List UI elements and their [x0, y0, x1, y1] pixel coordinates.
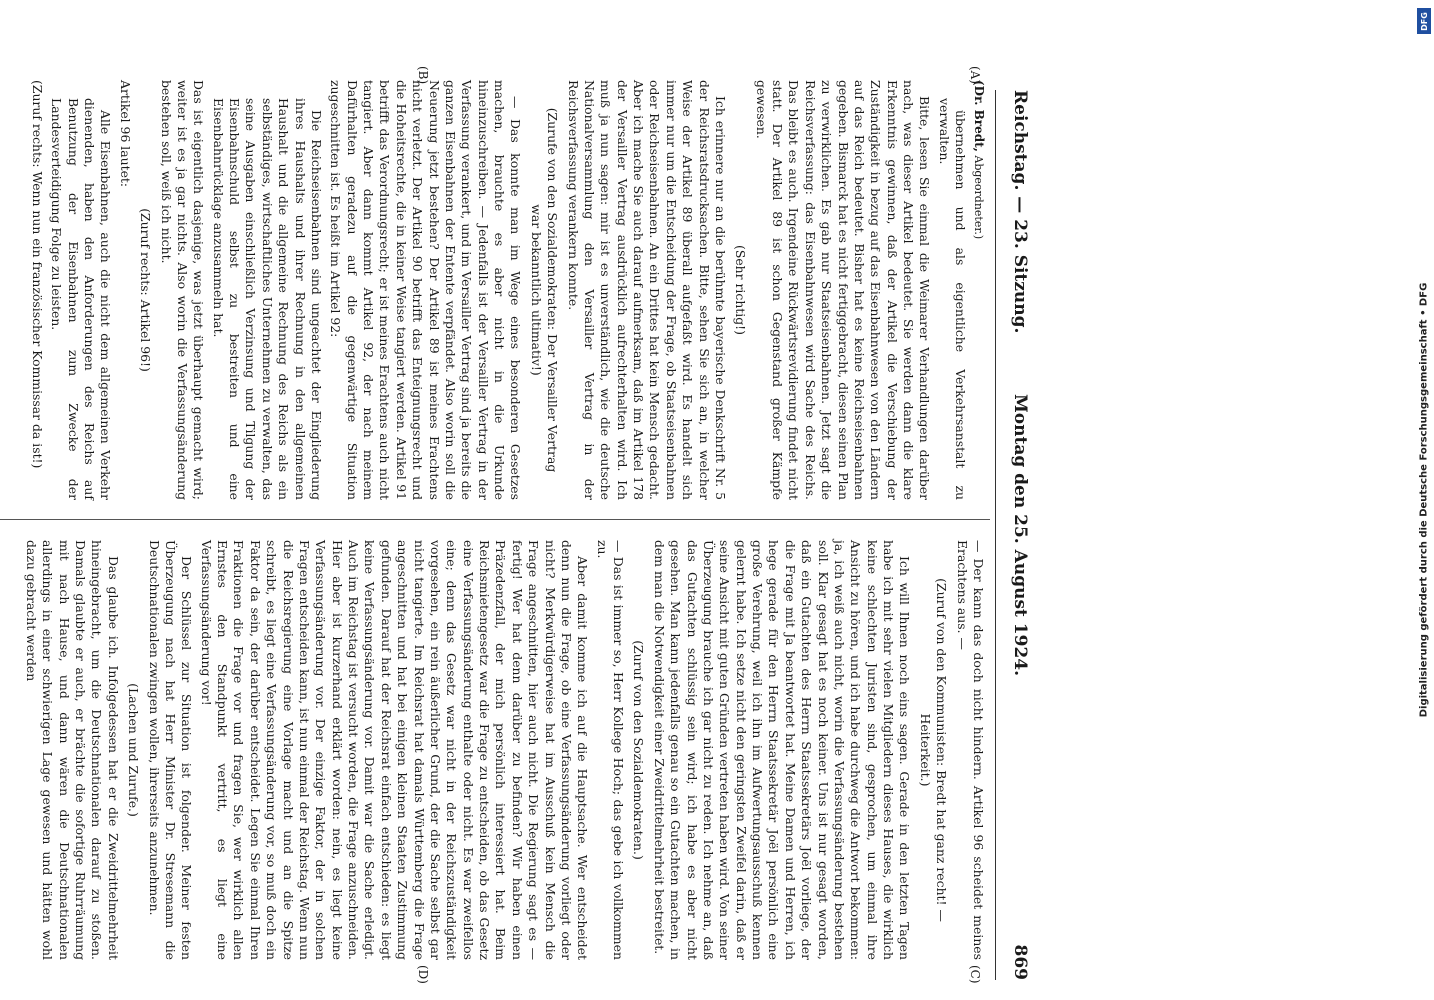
speaker-name: (Dr. Bredt, [972, 80, 986, 152]
funding-note: Digitalisierung gefördert durch die Deutsche Forschungsgemeinschaft • DFG [1418, 282, 1430, 718]
interjection: (Zuruf von den Sozialdemokraten.) [631, 640, 647, 860]
speaker-line [970, 80, 986, 500]
dfg-logo [1417, 8, 1431, 34]
left-column [26, 80, 986, 500]
paragraph: Das glaube ich. Infolgedessen hat er die Zweidrittelmehrheit hineingebracht, um die Deutschnationalen darauf zu stoßen. Damals glaubte er auch, er brächte die sofortige Ruhrräumung mit nach Hause, und dann wären die Deutschnationalen allerdings in einer schwierigen Lage gewesen und hätten wohl dazu gebracht werden [24, 540, 121, 960]
paragraph: Ich erinnere nur an die berühmte bayerische Denkschrift Nr. 5 der Reichsratsdrucksachen. Bitte, sehen Sie sich an, in welcher Weise der Artikel 89 überall aufgefaßt wird. Es handelt sich immer nur um die Entscheidung der Frage, ob Staatseisenbahnen oder Reichseisenbahnen. An ein Drittes hat kein Mensch gedacht. Aber ich mache Sie auch darauf aufmerksam, daß im Artikel 178 der Versailler Vertrag ausdrücklich aufrechterhalten wird. Ich muß ja nun sagen: mir ist es unverständlich, wie die deutsche Nationalversammlung den Versailler Vertrag in der Reichsverfassung verankern konnte. [565, 80, 728, 500]
interjection: (Sehr richtig!) [733, 245, 749, 335]
paragraph: Aber damit komme ich auf die Hauptsache. Wer entscheidet denn nun die Frage, ob eine Verfassungsänderung vorliegt oder nicht? Merkwürdigerweise hat im Ausschuß kein Mensch die Frage angeschnitten, hier auch nicht. Die Regierung sagt es — fertig! Wer hat denn darüber zu befinden? Wir haben einen Präzedenzfall, der mich persönlich interessiert hat. Beim Reichsmietengesetz war die Frage zu entscheiden, ob das Gesetz eine Verfassungsänderung enthalte oder nicht. Es war zweifellos eine; denn das Gesetz war nicht in der Reichszuständigkeit vorgesehen, ein rein äußerlicher Grund, der die Sache selbst gar nicht tangierte. Im Reichsrat hat damals Württemberg die Frage angeschnitten und hat bei einigen kleinen Staaten Zustimmung gefunden. Darauf hat der Reichsrat einfach entschieden: es liegt keine Verfassungsänderung vor. Damit war die Sache erledigt. Auch im Reichstag ist versucht worden, die Frage anzuschneiden. Hier aber ist kurzerhand erklärt worden: nein, es liegt keine Verfassungsänderung vor. Der einzige Faktor, der in solchen Fragen entscheiden kann, ist nun einmal der Reichstag. Wenn nun die Reichsregierung eine Vorlage macht und an die Spitze schreibt, es liegt eine Verfassungsänderung vor, so muß doch ein Faktor da sein, der darüber entscheidet. Legen Sie einmal Ihren Fraktionen die Frage vor und fragen Sie, wer wirklich allen Ernstes den Standpunkt vertritt, es liegt eine Verfassungsänderung vor! [198, 540, 591, 960]
margin-marker-d: (D) [416, 965, 430, 984]
interjection: (Zuruf rechts: Artikel 96!) [138, 208, 154, 372]
funding-sidebar [1414, 0, 1434, 1000]
speaker-role: Abgeordneter.) [972, 155, 985, 240]
page-number: 869 [1010, 944, 1030, 981]
margin-marker-c: (C) [968, 965, 982, 984]
interjection: (Lachen und Zurufe.) [126, 683, 142, 817]
quoted-article: Die Reichseisenbahnen sind ungeachtet der Eingliederung ihres Haushalts und ihrer Rechnung in den allgemeinen Haushalt und die allgemeine Rechnung des Reichs als ein selbständiges, wirtschaftliches Unternehmen zu verwalten, das seine Ausgaben einschließlich Verzinsung und Tilgung der Eisenbahnschuld selbst zu bestreiten und eine Eisenbahnrücklage anzusammeln hat. [210, 98, 324, 500]
column-divider [0, 519, 990, 520]
paragraph: — Das konnte man im Wege eines besonderen Gesetzes machen, brauchte es aber nicht in die Urkunde hineinzuschreiben. — Jedenfalls ist der Versailler Vertrag in der Verfassung verankert, und im Versailler Vertrag sind ja bereits die ganzen Eisenbahnen der Entente verpfändet. Also worin soll die Neuerung jetzt bestehen? Der Artikel 89 ist meines Erachtens nicht verletzt. Der Artikel 90 betrifft das Enteignungsrecht und die Hoheitsrechte, die in keiner Weise tangiert werden. Artikel 91 betrifft das Verordnungsrecht; er ist meines Erachtens auch nicht tangiert. Aber dann kommt Artikel 92, der nach meinem Dafürhalten geradezu auf die gegenwärtige Situation zugeschnitten ist. Es heißt im Artikel 92: [328, 80, 524, 500]
right-column [20, 540, 986, 960]
margin-marker-a: (A) [968, 66, 982, 85]
document-page [0, 66, 1030, 1000]
interjection: (Zuruf rechts: Wenn nun ein französischer Kommissar da ist!) [29, 80, 45, 469]
header-date: Montag den 25. August 1924. [1010, 393, 1030, 677]
paragraph: übernehmen und als eigentliche Verkehrsanstalt zu verwalten. [936, 98, 969, 500]
interjection: (Zurufe von den Sozialdemokraten: Der Versailler Vertrag war bekanntlich ultimativ!) [528, 107, 561, 473]
paragraph: Artikel 96 lautet: [117, 80, 133, 188]
paragraph: Ich will Ihnen noch eins sagen. Gerade in den letzten Tagen habe ich mit sehr vielen Mitgliedern dieses Hauses, die wirklich keine schlechten Juristen sind, gesprochen, um einmal ihre Ansicht zu hören, und ich habe durchweg die Antwort bekommen: ja, ich weiß auch nicht, worin die Verfassungsänderung bestehen soll. Klar gesagt hat es noch keiner. Uns ist nur gesagt worden, daß ein Gutachten des Herrn Staatssekretärs Joël vorliege, der die Frage mit Ja beantwortet hat. Meine Damen und Herren, ich hege gerade für den Herrn Staatssekretär Joël persönlich eine große Verehrung, weil ich ihn im Aufwertungsausschuß kennen gelernt habe. Ich setze nicht den geringsten Zweifel darin, daß er seine Ansicht mit guten Gründen vertreten haben wird. Von seiner Überzeugung brauche ich gar nicht zu reden. Ich nehme an, daß das Gutachten schlüssig sein wird; ich habe es aber nicht gesehen. Man kann jedenfalls genau so ein Gutachten machen, in dem man die Notwendigkeit einer Zweidrittelmehrheit bestreitet. [651, 540, 913, 960]
paragraph: — Der kann das doch nicht hindern. Artikel 96 scheidet meines Erachtens aus. — [954, 540, 986, 960]
paragraph: Bitte, lesen Sie einmal die Weimarer Verhandlungen darüber nach, was dieser Artikel bedeutet. Sie werden dann die klare Erkenntnis gewinnen, daß der Artikel die Verschiebung der Zuständigkeit in bezug auf das Eisenbahnwesen von den Ländern auf das Reich bedeutet. Bisher hat es keine Reichseisenbahnen gegeben. Bismarck hat es nicht fertiggebracht, diesen seinen Plan zu verwirklichen. Es gab nur Staatseisenbahnen. Jetzt sagt die Reichsverfassung: das Eisenbahnwesen wird Sache des Reichs. Das bleibt es auch. Irgendeine Rückwärtsrevidierung findet nicht statt. Der Artikel 89 ist schon Gegenstand großer Kämpfe gewesen. [753, 80, 933, 500]
interjection: (Zuruf von den Kommunisten: Bredt hat ganz recht! — Heiterkeit.) [917, 578, 950, 922]
dfg-logo-text: DFG [1419, 11, 1429, 31]
quoted-article: Alle Eisenbahnen, auch die nicht dem allgemeinen Verkehr dienenden, haben den Anforderungen des Reichs auf Benutzung der Eisenbahnen zum Zwecke der Landesverteidigung Folge zu leisten. [49, 98, 114, 500]
paragraph: — Das ist immer so, Herr Kollege Hoch; das gebe ich vollkommen zu. [594, 540, 627, 960]
paragraph: Das ist eigentlich dasjenige, was jetzt überhaupt gemacht wird; weiter ist es ja gar nichts. Also worin die Verfassungsänderung bestehen soll, weiß ich nicht. [158, 80, 207, 500]
margin-marker-b: (B) [416, 66, 430, 85]
paragraph: Der Schlüssel zur Situation ist folgender. Meiner festen Überzeugung nach hat Herr Minister Dr. Stresemann die Deutschnationalen zwingen wollen, ihrerseits anzunehmen. [146, 540, 195, 960]
page-header [995, 90, 1030, 980]
header-left: Reichstag. — 23. Sitzung. [1010, 90, 1030, 334]
